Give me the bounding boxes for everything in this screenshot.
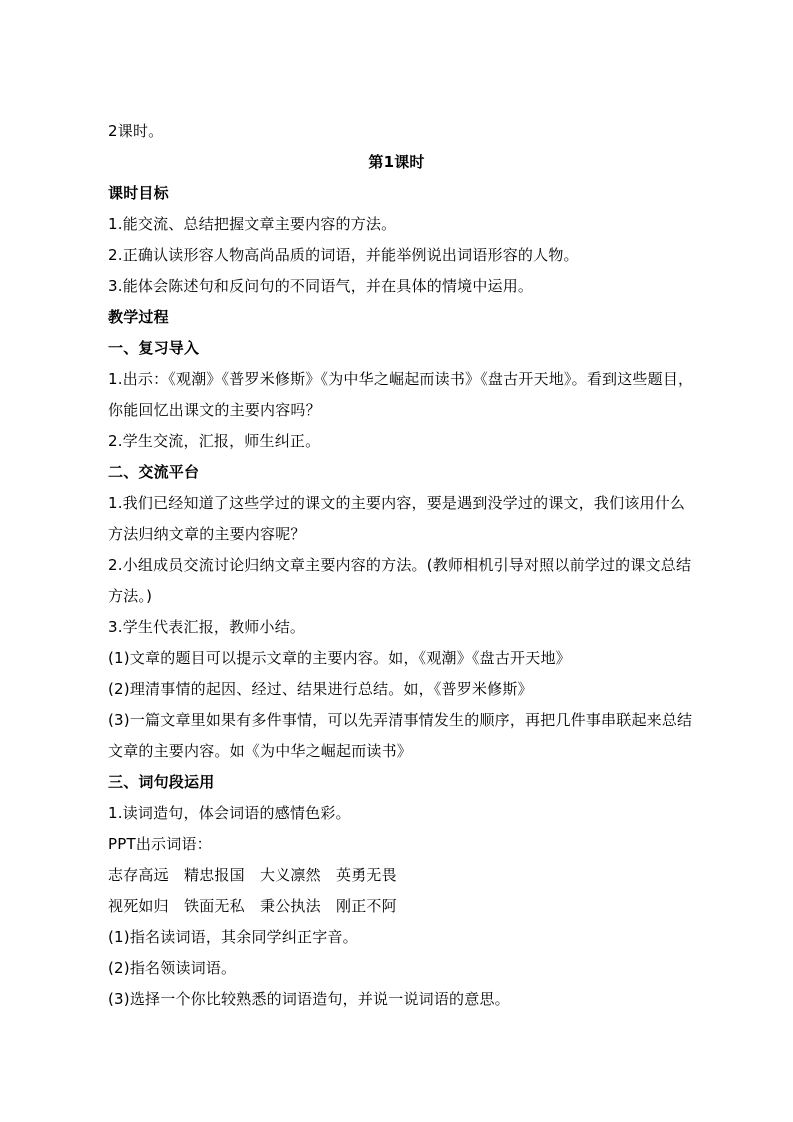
lesson-title: 第1课时 <box>368 153 425 171</box>
section-heading: 教学过程 <box>108 308 169 326</box>
text-line: (1)指名读词语，其余同学纠正字音。 <box>108 928 358 946</box>
text-line: 1.我们已经知道了这些学过的课文的主要内容，要是遇到没学过的课文，我们该用什么 <box>108 494 686 512</box>
text-line: 2.正确认读形容人物高尚品质的词语，并能举例说出词语形容的人物。 <box>108 246 579 264</box>
text-line: 方法归纳文章的主要内容呢？ <box>108 525 306 543</box>
section-heading: 课时目标 <box>108 184 169 202</box>
text-line: 方法。) <box>108 587 153 605</box>
text-line: (1)文章的题目可以提示文章的主要内容。如，《观潮》《盘古开天地》 <box>108 649 571 667</box>
text-line: (2)理清事情的起因、经过、结果进行总结。如，《普罗米修斯》 <box>108 680 533 698</box>
text-line: 2.学生交流，汇报，师生纠正。 <box>108 432 321 450</box>
text-line: PPT出示词语： <box>108 835 212 853</box>
section-heading: 三、词句段运用 <box>108 773 215 791</box>
word-list-row: 志存高远 精忠报国 大义凛然 英勇无畏 <box>108 866 397 884</box>
text-line: 2.小组成员交流讨论归纳文章主要内容的方法。(教师相机引导对照以前学过的课文总结 <box>108 556 692 574</box>
section-heading: 二、交流平台 <box>108 463 200 481</box>
text-line: (3)选择一个你比较熟悉的词语造句，并说一说词语的意思。 <box>108 990 510 1008</box>
section-heading: 一、复习导入 <box>108 339 200 357</box>
text-line: 你能回忆出课文的主要内容吗？ <box>108 401 321 419</box>
text-line: 1.读词造句，体会词语的感情色彩。 <box>108 804 351 822</box>
text-line: 1.出示：《观潮》《普罗米修斯》《为中华之崛起而读书》《盘古开天地》。看到这些题目， <box>108 370 694 388</box>
text-line: 3.能体会陈述句和反问句的不同语气，并在具体的情境中运用。 <box>108 277 534 295</box>
text-line: 3.学生代表汇报，教师小结。 <box>108 618 306 636</box>
text-line: (2)指名领读词语。 <box>108 959 237 977</box>
text-line: 2课时。 <box>108 122 164 140</box>
text-line: 1.能交流、总结把握文章主要内容的方法。 <box>108 215 397 233</box>
word-list-row: 视死如归 铁面无私 秉公执法 刚正不阿 <box>108 897 397 915</box>
text-line: (3)一篇文章里如果有多件事情，可以先弄清事情发生的顺序，再把几件事串联起来总结 <box>108 711 693 729</box>
text-line: 文章的主要内容。如《为中华之崛起而读书》 <box>108 742 413 760</box>
